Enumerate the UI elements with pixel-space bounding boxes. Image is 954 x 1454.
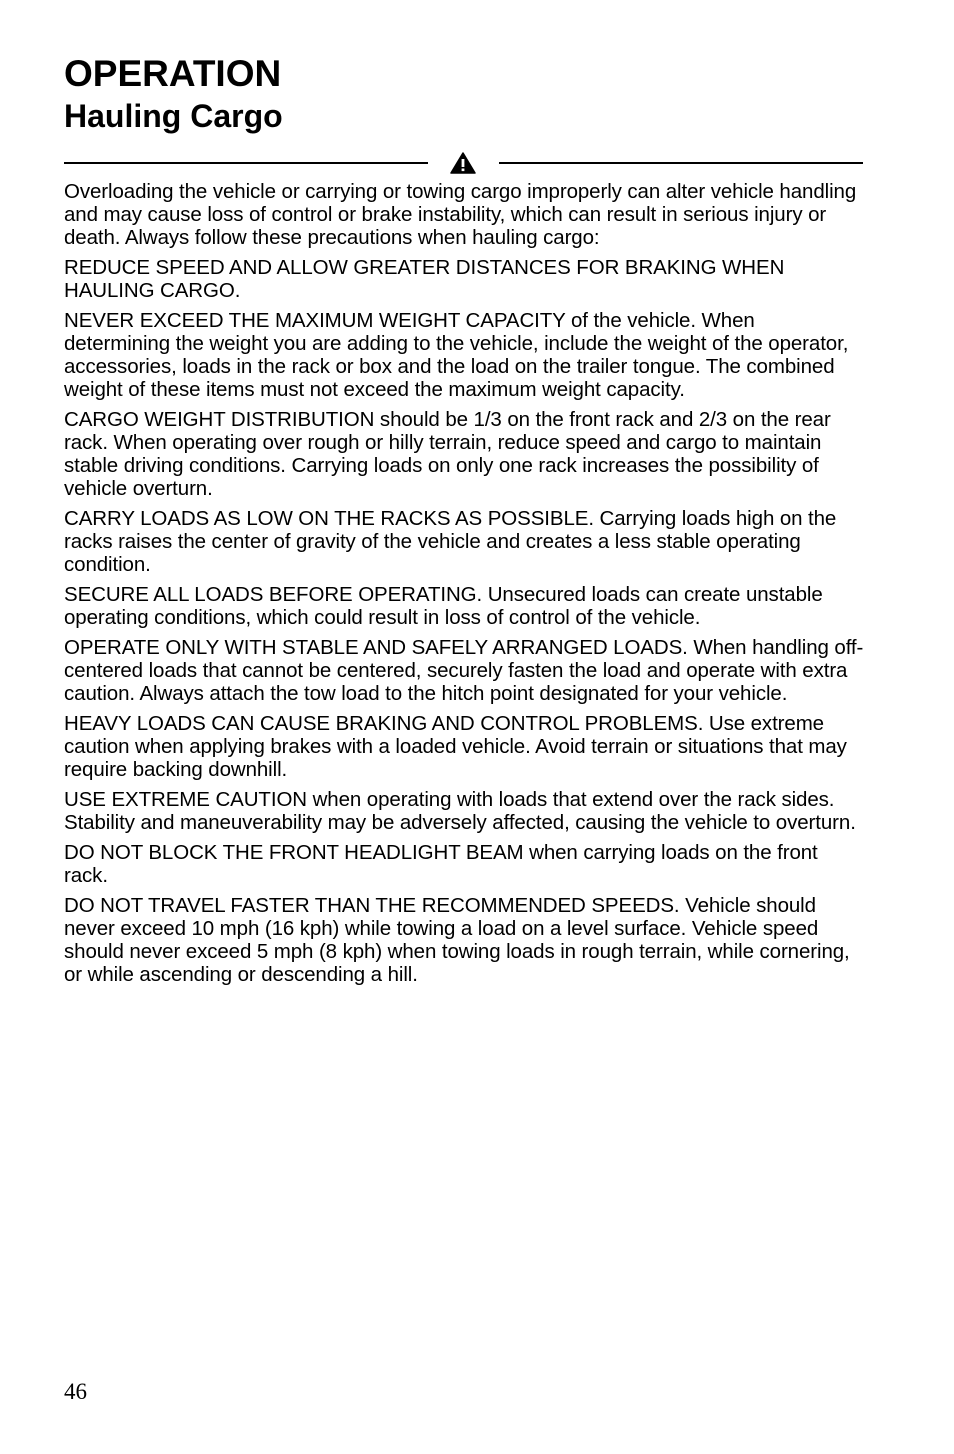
- warning-item: SECURE ALL LOADS BEFORE OPERATING. Unsecured loads can create unstable operating conditions, which could result in loss of control of the vehicle.: [64, 583, 823, 629]
- divider-line-right: [499, 162, 863, 164]
- warning-item: OPERATE ONLY WITH STABLE AND SAFELY ARRANGED LOADS. When handling off-centered loads that cannot be centered, securely fasten the load and operate with extra caution. Always attach the tow load to the hitch point designated for your vehicle.: [64, 636, 864, 705]
- warning-item: CARRY LOADS AS LOW ON THE RACKS AS POSSIBLE. Carrying loads high on the racks raises the center of gravity of the vehicle and creates a less stable operating condition.: [64, 507, 837, 576]
- warning-divider: [64, 152, 864, 174]
- divider-line-left: [64, 162, 428, 164]
- warning-item: DO NOT BLOCK THE FRONT HEADLIGHT BEAM when carrying loads on the front rack.: [64, 841, 818, 887]
- section-title: OPERATION: [64, 53, 282, 94]
- warning-item: REDUCE SPEED AND ALLOW GREATER DISTANCES FOR BRAKING WHEN HAULING CARGO.: [64, 256, 785, 302]
- warning-item: CARGO WEIGHT DISTRIBUTION should be 1/3 on the front rack and 2/3 on the rear rack. When operating over rough or hilly terrain, reduce speed and cargo to maintain stable driving conditions. Carrying loads on only one rack increases the possibility of vehicle overturn.: [64, 408, 831, 500]
- subsection-title: Hauling Cargo: [64, 98, 283, 134]
- warning-intro: Overloading the vehicle or carrying or towing cargo improperly can alter vehicle handling and may cause loss of control or brake instability, which can result in serious injury or death. Always follow these precautions when hauling cargo:: [64, 180, 857, 249]
- warning-triangle-icon: [450, 152, 476, 174]
- warning-item: DO NOT TRAVEL FASTER THAN THE RECOMMENDED SPEEDS. Vehicle should never exceed 10 mph (16 kph) while towing a load on a level surface. Vehicle speed should never exceed 5 mph (8 kph) when towing loads in rough terrain, while cornering, or while ascending or descending a hill.: [64, 894, 850, 986]
- warning-item: NEVER EXCEED THE MAXIMUM WEIGHT CAPACITY of the vehicle. When determining the weight you are adding to the vehicle, include the weight of the operator, accessories, loads in the rack or box and the load on the trailer tongue. The combined weight of these items must not exceed the maximum weight capacity.: [64, 309, 849, 401]
- page-number: 46: [64, 1379, 87, 1404]
- warning-item: HEAVY LOADS CAN CAUSE BRAKING AND CONTROL PROBLEMS. Use extreme caution when applying brakes with a loaded vehicle. Avoid terrain or situations that may require backing downhill.: [64, 712, 847, 781]
- manual-page: [64, 52, 864, 993]
- warning-item: USE EXTREME CAUTION when operating with loads that extend over the rack sides. Stability and maneuverability may be adversely affected, causing the vehicle to overturn.: [64, 788, 856, 834]
